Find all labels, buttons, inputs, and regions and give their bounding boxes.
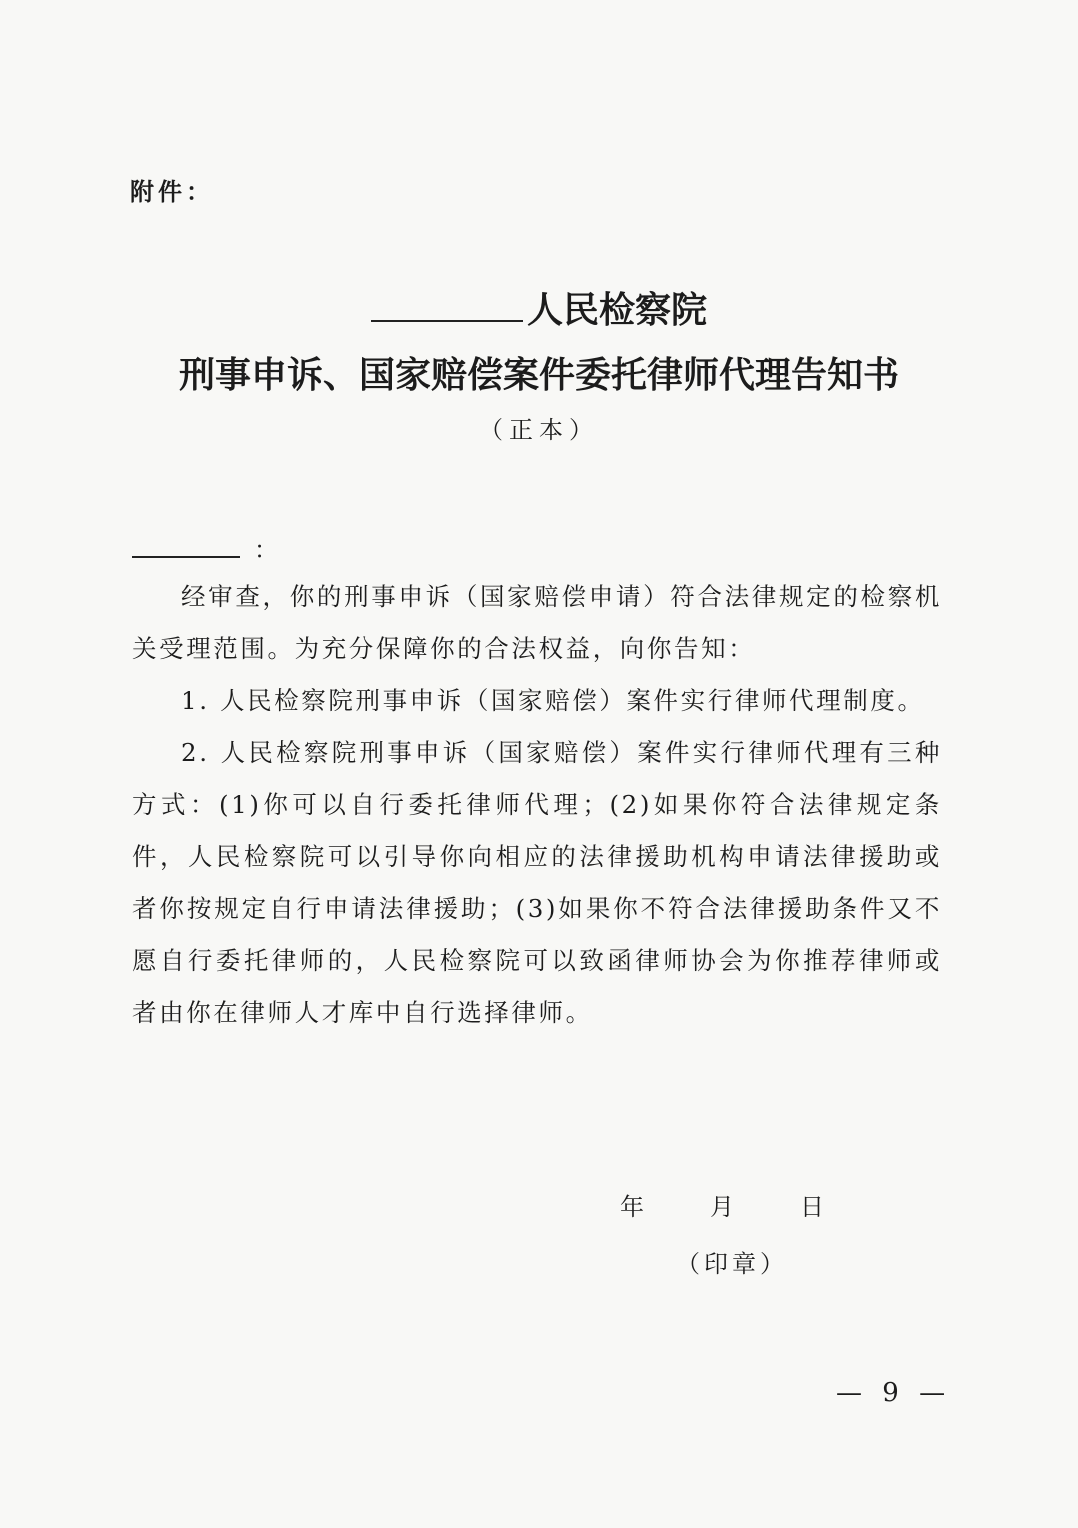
paragraph-item-2: 2. 人民检察院刑事申诉（国家赔偿）案件实行律师代理有三种方式：(1)你可以自行委托律师代理；(2)如果你符合法律规定条件，人民检察院可以引导你向相应的法律援助机构申请法律援助或者你按规定自行申请法律援助；(3)如果你不符合法律援助条件又不愿自行委托律师的，人民检察院可以致函律师协会为你推荐律师或者由你在律师人才库中自行选择律师。 <box>132 738 942 1027</box>
paragraph-item-1: 1. 人民检察院刑事申诉（国家赔偿）案件实行律师代理制度。 <box>181 686 925 715</box>
procuratorate-name-blank <box>371 290 523 322</box>
date-year-label: 年 <box>620 1193 644 1221</box>
title-line-1-text: 人民检察院 <box>526 290 707 331</box>
copy-type-label: （正本） <box>479 416 599 444</box>
addressee-name-blank <box>132 536 240 558</box>
document-title: 刑事申诉、国家赔偿案件委托律师代理告知书 <box>178 355 899 396</box>
addressee-colon: ： <box>254 536 278 564</box>
attachment-label: 附件： <box>130 178 214 206</box>
seal-label: （印章） <box>676 1250 788 1278</box>
date-day-label: 日 <box>800 1193 824 1221</box>
paragraph-intro: 经审查，你的刑事申诉（国家赔偿申请）符合法律规定的检察机关受理范围。为充分保障你的合法权益，向你告知： <box>132 582 942 663</box>
date-month-label: 月 <box>710 1193 734 1221</box>
notice-body <box>132 571 942 1039</box>
page-number: — 9 — <box>836 1378 952 1408</box>
addressee-line <box>132 530 278 565</box>
date-line <box>620 1187 824 1222</box>
title-line-1 <box>0 282 1078 333</box>
